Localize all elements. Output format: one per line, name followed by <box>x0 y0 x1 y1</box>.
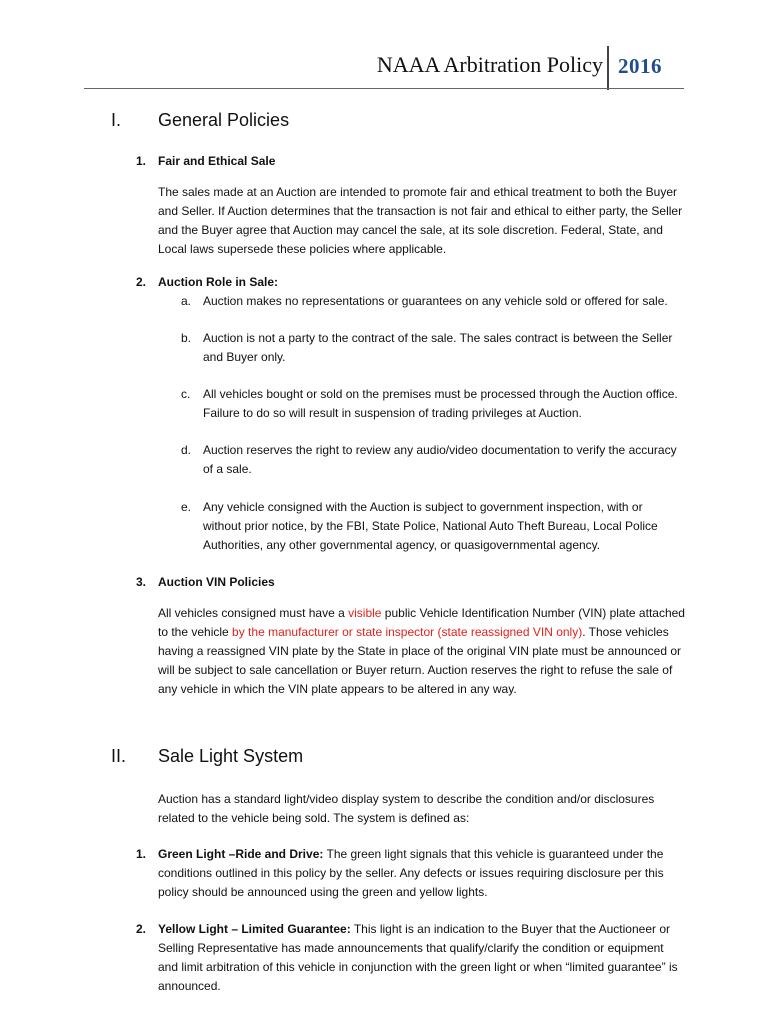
vin-text-part: public Vehicle Identification Number (VIN) plate attached to the vehicle <box>158 606 685 639</box>
subheading-number: 2. <box>136 275 147 289</box>
list-item-body: This light is an indication to the Buyer that the Auctioneer or Selling Representative has made announcements that qualify/clarify the condition or equipment and limit arbitration of this vehicle in conjunction with the green light or when “limited guarantee” is announced. <box>158 922 678 993</box>
section-title: Sale Light System <box>158 746 304 766</box>
list-item <box>181 498 681 555</box>
list-item-label: Yellow Light – Limited Guarantee: <box>158 922 351 936</box>
list-item-letter: d. <box>181 443 192 457</box>
list-item-green-light <box>136 845 681 902</box>
list-item <box>181 385 681 423</box>
sale-light-intro: Auction has a standard light/video display system to describe the condition and/or disclosures related to the vehicle being sold. The system is defined as: <box>158 792 655 825</box>
list-item-number: 2. <box>136 922 147 936</box>
vin-highlight: visible <box>348 606 382 620</box>
list-item-label: Green Light –Ride and Drive: <box>158 847 324 861</box>
list-item-letter: c. <box>181 387 191 401</box>
vin-policies-paragraph <box>158 604 688 699</box>
header-divider <box>607 46 609 90</box>
list-item-text <box>158 920 681 996</box>
list-item <box>181 292 681 311</box>
vin-highlight: by the manufacturer or state inspector (state reassigned VIN only) <box>232 625 583 639</box>
list-item-text: Auction is not a party to the contract of the sale. The sales contract is between the Seller and Buyer only. <box>203 331 673 364</box>
subheading-title: Auction Role in Sale: <box>158 275 279 289</box>
vin-text-part: All vehicles consigned must have a <box>158 606 349 620</box>
section-number: II. <box>111 746 127 766</box>
fair-ethical-sale-paragraph: The sales made at an Auction are intended to promote fair and ethical treatment to both the Buyer and Seller. If Auction determines that the transaction is not fair and ethical to either party, the Seller and the Buyer agree that Auction may cancel the sale, at its sole discretion. Federal, State, and Local laws supersede these policies where applicable. <box>158 185 683 256</box>
list-item <box>181 329 681 367</box>
list-item-letter: b. <box>181 331 192 345</box>
list-item-body: The green light signals that this vehicle is guaranteed under the conditions outlined in this policy by the seller. Any defects or issues requiring disclosure per this policy should be announced using the green and yellow lights. <box>158 847 664 899</box>
list-item-yellow-light <box>136 920 681 996</box>
section-number: I. <box>111 110 122 130</box>
section-title: General Policies <box>158 110 290 130</box>
list-item <box>181 441 681 479</box>
subheading-number: 3. <box>136 575 147 589</box>
document-year: 2016 <box>618 54 662 78</box>
subheading-title: Fair and Ethical Sale <box>158 154 276 168</box>
list-item-number: 1. <box>136 847 147 861</box>
list-item-text: Auction reserves the right to review any audio/video documentation to verify the accuracy of a sale. <box>203 443 677 476</box>
subheading-title: Auction VIN Policies <box>158 575 275 589</box>
list-item-text: Any vehicle consigned with the Auction is subject to government inspection, with or without prior notice, by the FBI, State Police, National Auto Theft Bureau, Local Police Authorities, any other governmental agency, or quasigovernmental agency. <box>203 500 658 552</box>
vin-text-part: . Those vehicles having a reassigned VIN plate by the State in place of the original VIN plate must be announced or will be subject to sale cancellation or Buyer return. Auction reserves the right to refuse the sale of any vehicle in which the VIN plate appears to be altered in any way. <box>158 625 681 696</box>
list-item-letter: a. <box>181 294 192 308</box>
list-item-text: All vehicles bought or sold on the premises must be processed through the Auction office. Failure to do so will result in suspension of trading privileges at Auction. <box>203 387 678 420</box>
list-item-letter: e. <box>181 500 192 514</box>
subheading-number: 1. <box>136 154 147 168</box>
list-item-text <box>158 845 681 902</box>
header-rule <box>84 88 684 89</box>
list-item-text: Auction makes no representations or guarantees on any vehicle sold or offered for sale. <box>203 294 668 308</box>
document-title: NAAA Arbitration Policy <box>376 52 603 77</box>
